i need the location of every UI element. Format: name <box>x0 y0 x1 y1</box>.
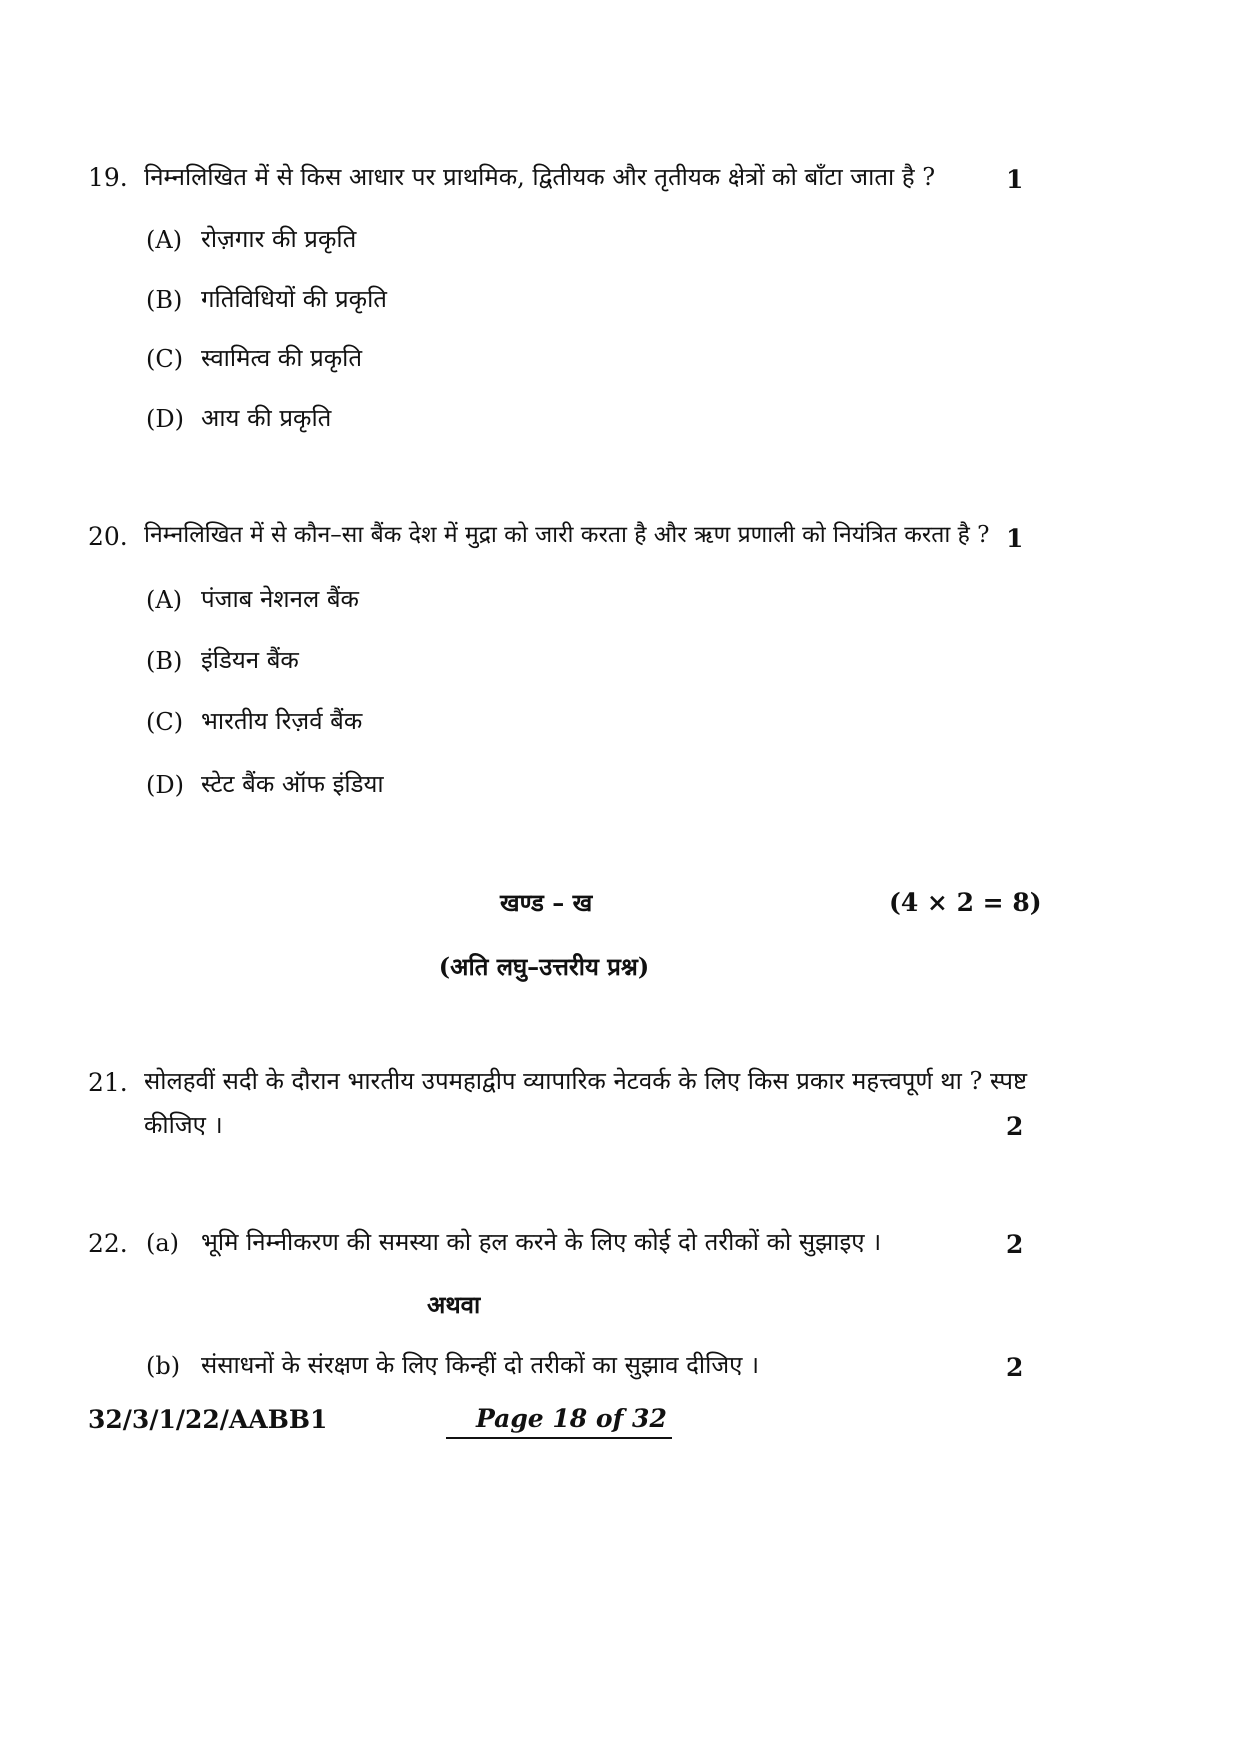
q20-option-a-text: पंजाब नेशनल बैंक <box>201 585 359 613</box>
q19-option-b-text: गतिविधियों की प्रकृति <box>201 285 387 313</box>
q20-option-d-text: स्टेट बैंक ऑफ इंडिया <box>201 770 384 798</box>
question-21-text-line1: सोलहवीं सदी के दौरान भारतीय उपमहाद्वीप व्यापारिक नेटवर्क के लिए किस प्रकार महत्त्वपूर्ण था ? स्पष्ट <box>144 1067 1027 1095</box>
section-title: खण्ड – ख <box>500 888 593 917</box>
question-20-number: 20. <box>88 522 128 551</box>
question-21-marks: 2 <box>1006 1112 1024 1141</box>
paper-code: 32/3/1/22/AABB1 <box>88 1405 328 1434</box>
question-19-text: निम्नलिखित में से किस आधार पर प्राथमिक, द्वितीयक और तृतीयक क्षेत्रों को बाँटा जाता है ? <box>144 163 936 191</box>
page-number: Page 18 of 32 <box>476 1404 667 1433</box>
q19-option-a-label: (A) <box>146 226 183 254</box>
q19-option-c-label: (C) <box>146 345 184 373</box>
question-22b-label: (b) <box>146 1352 181 1380</box>
question-22-number: 22. <box>88 1229 128 1258</box>
question-19-marks: 1 <box>1006 165 1024 194</box>
q20-option-a-label: (A) <box>146 586 183 614</box>
page-number-underline <box>446 1437 672 1439</box>
question-20-text: निम्नलिखित में से कौन–सा बैंक देश में मुद्रा को जारी करता है और ऋण प्रणाली को नियंत्रित करता है ? <box>144 522 990 548</box>
section-subtitle: (अति लघु–उत्तरीय प्रश्न) <box>438 952 650 981</box>
question-21-number: 21. <box>88 1068 128 1097</box>
q20-option-d-label: (D) <box>146 771 184 799</box>
q19-option-c-text: स्वामित्व की प्रकृति <box>201 344 363 372</box>
question-19-number: 19. <box>88 163 128 192</box>
q20-option-c-text: भारतीय रिज़र्व बैंक <box>201 707 363 735</box>
question-20-marks: 1 <box>1006 524 1024 553</box>
question-22a-text: भूमि निम्नीकरण की समस्या को हल करने के लिए कोई दो तरीकों को सुझाइए । <box>201 1228 882 1256</box>
question-22a-marks: 2 <box>1006 1230 1024 1259</box>
section-marks-formula: (4 × 2 = 8) <box>889 888 1042 917</box>
q19-option-d-text: आय की प्रकृति <box>201 404 332 432</box>
or-separator: अथवा <box>427 1290 481 1319</box>
q19-option-d-label: (D) <box>146 405 184 433</box>
question-22a-label: (a) <box>146 1229 180 1257</box>
question-22b-marks: 2 <box>1006 1353 1024 1382</box>
q20-option-b-label: (B) <box>146 647 183 675</box>
q20-option-b-text: इंडियन बैंक <box>201 646 299 674</box>
q19-option-a-text: रोज़गार की प्रकृति <box>201 225 357 253</box>
q20-option-c-label: (C) <box>146 708 184 736</box>
question-21-text-line2: कीजिए । <box>144 1111 223 1139</box>
question-22b-text: संसाधनों के संरक्षण के लिए किन्हीं दो तरीकों का सुझाव दीजिए । <box>201 1351 760 1379</box>
q19-option-b-label: (B) <box>146 286 183 314</box>
